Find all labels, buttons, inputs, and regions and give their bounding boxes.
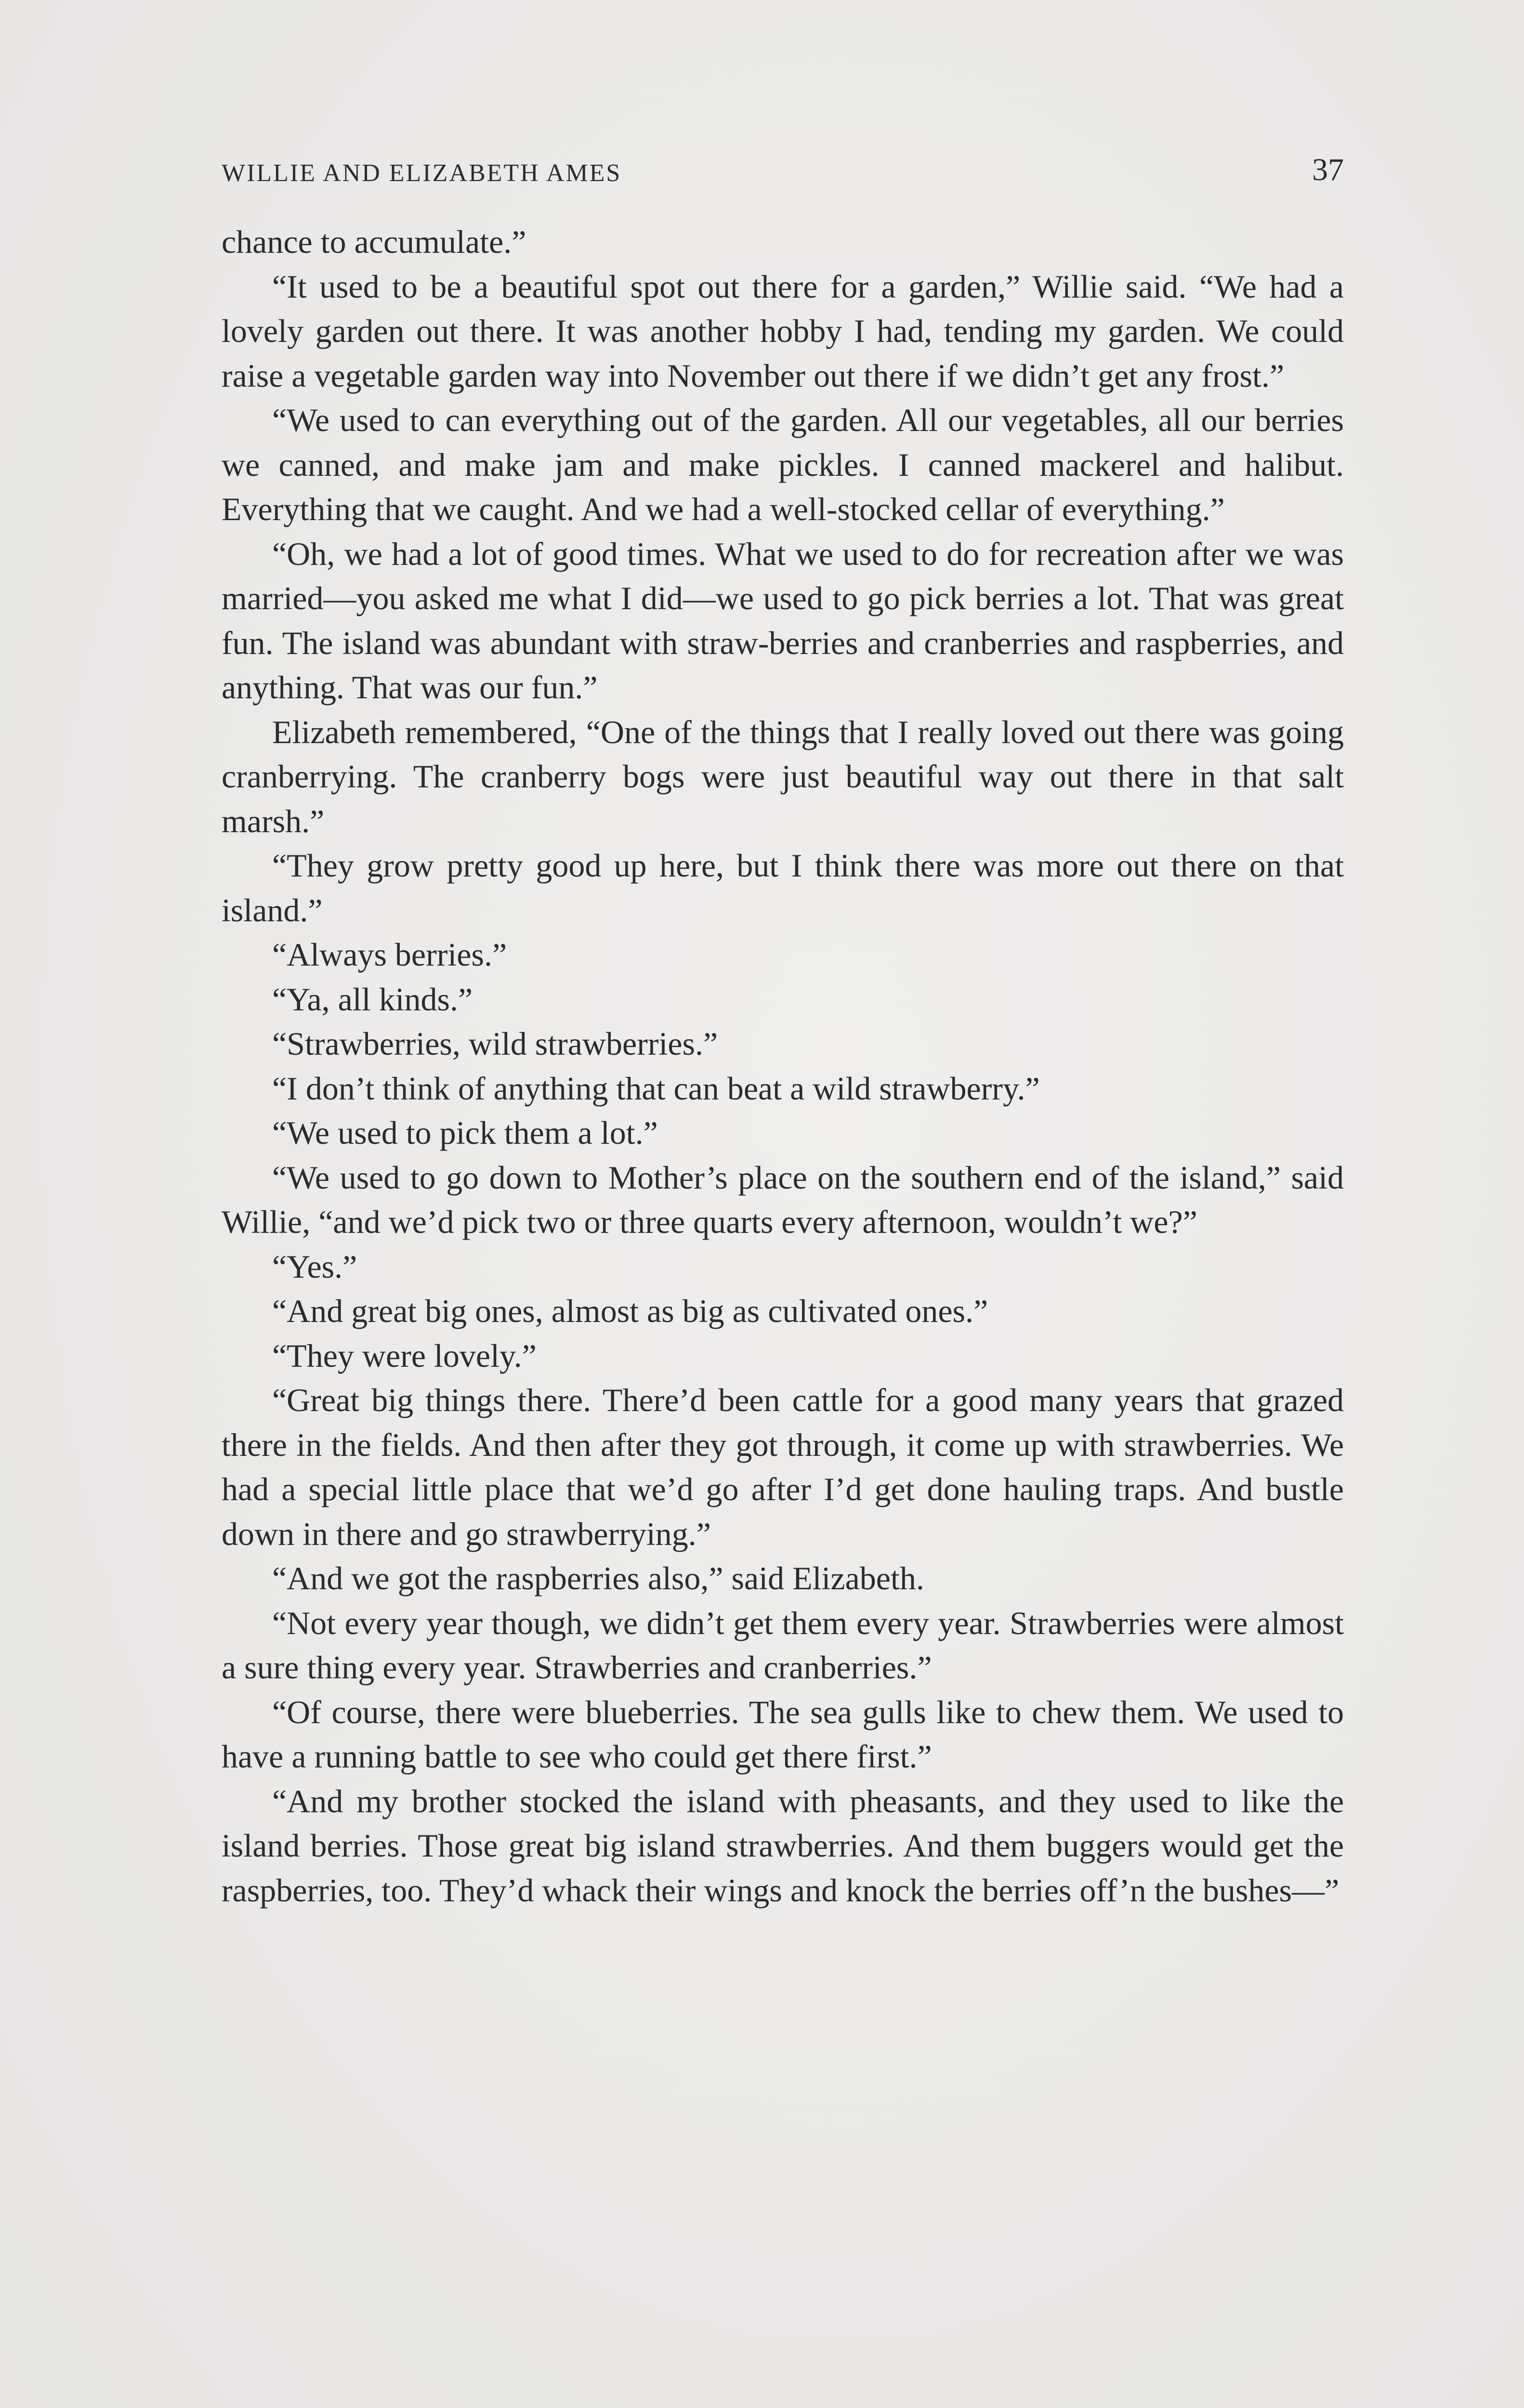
paragraph: “Always berries.” bbox=[272, 936, 507, 973]
paragraph: “Yes.” bbox=[272, 1248, 357, 1285]
paragraph: “We used to go down to Mother’s place on the southern end of the island,” said Willie, “and we’d pick two or three quarts every afternoon, wouldn’t we?” bbox=[222, 1159, 1344, 1240]
paragraph: “And we got the raspberries also,” said Elizabeth. bbox=[272, 1560, 924, 1597]
paragraph: “Strawberries, wild strawberries.” bbox=[272, 1025, 718, 1062]
paragraph: “We used to can everything out of the garden. All our vegetables, all our berries we canned, and make jam and make pickles. I canned mackerel and halibut. Everything that we caught. And we had a well-stocked cellar of everything.” bbox=[222, 402, 1344, 527]
paragraph: “It used to be a beautiful spot out there for a garden,” Willie said. “We had a lovely garden out there. It was another hobby I had, tending my garden. We could raise a vegetable garden way into November out there if we didn’t get any frost.” bbox=[222, 268, 1344, 394]
paragraph: “Oh, we had a lot of good times. What we used to do for recreation after we was married—you asked me what I did—we used to go pick berries a lot. That was great fun. The island was abundant with straw-berries and cranberries and raspberries, and anything. That was our fun.” bbox=[222, 535, 1344, 706]
paragraph: “We used to pick them a lot.” bbox=[272, 1114, 658, 1151]
paragraph: “Of course, there were blueberries. The sea gulls like to chew them. We used to have a running battle to see who could get there first.” bbox=[222, 1693, 1344, 1775]
paragraph: “And great big ones, almost as big as cultivated ones.” bbox=[272, 1293, 988, 1329]
running-head: WILLIE AND ELIZABETH AMES bbox=[222, 159, 622, 187]
paragraph: chance to accumulate.” bbox=[222, 223, 526, 260]
paragraph: “Great big things there. There’d been cattle for a good many years that grazed there in the fields. And then after they got through, it come up with strawberries. We had a special little place that we’d go after I’d get done hauling traps. And bustle down in there and go strawberrying.” bbox=[222, 1382, 1344, 1552]
paragraph: “Ya, all kinds.” bbox=[272, 981, 473, 1018]
page-number: 37 bbox=[1312, 152, 1344, 187]
paragraph: “Not every year though, we didn’t get them every year. Strawberries were almost a sure thing every year. Strawberries and cranberries.” bbox=[222, 1604, 1344, 1686]
page-header bbox=[222, 149, 1344, 197]
paragraph: “I don’t think of anything that can beat a wild strawberry.” bbox=[272, 1070, 1040, 1107]
paragraph: “And my brother stocked the island with pheasants, and they used to like the island berries. Those great big island strawberries. And them buggers would get the raspberries, too. They’d whack their wings and knock the berries off’n the bushes—” bbox=[222, 1782, 1344, 1909]
paragraph: Elizabeth remembered, “One of the things that I really loved out there was going cranberrying. The cranberry bogs were just beautiful way out there in that salt marsh.” bbox=[222, 713, 1344, 839]
paragraph: “They were lovely.” bbox=[272, 1337, 537, 1374]
body-text bbox=[222, 220, 1344, 1912]
paragraph: “They grow pretty good up here, but I think there was more out there on that island.” bbox=[222, 847, 1344, 929]
